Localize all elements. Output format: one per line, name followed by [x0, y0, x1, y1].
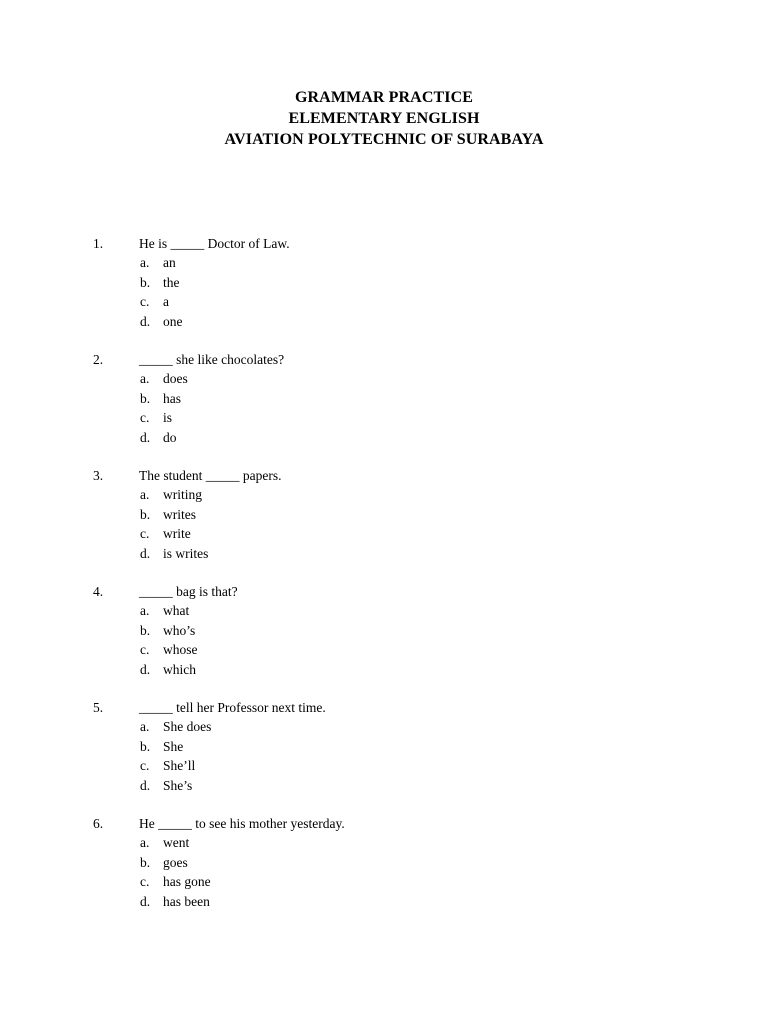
question-item: [0, 698, 768, 814]
option-letter: d.: [140, 661, 151, 677]
answer-option: [0, 544, 768, 563]
question-number: 1.: [93, 236, 104, 251]
answer-option: [0, 776, 768, 795]
title-line-1: GRAMMAR PRACTICE: [294, 89, 474, 106]
option-text: She does: [163, 719, 212, 735]
question-text: _____ she like chocolates?: [139, 352, 285, 367]
question-number: 2.: [93, 352, 104, 367]
answer-option: [0, 292, 768, 311]
question-item: [0, 234, 768, 350]
answer-option: [0, 524, 768, 543]
option-text: which: [163, 661, 196, 677]
option-text: the: [163, 274, 180, 290]
answer-option: [0, 408, 768, 427]
question-item: [0, 466, 768, 582]
question-row: [0, 698, 768, 717]
option-letter: d.: [140, 545, 151, 561]
option-letter: c.: [140, 526, 150, 542]
option-letter: b.: [140, 854, 151, 870]
question-number: 3.: [93, 468, 104, 483]
option-letter: d.: [140, 777, 151, 793]
title-line-2: ELEMENTARY ENGLISH: [288, 110, 480, 127]
option-text: one: [163, 313, 183, 329]
answer-option: [0, 756, 768, 775]
question-row: [0, 814, 768, 833]
answer-option: [0, 717, 768, 736]
document-header: [0, 87, 768, 150]
option-text: whose: [163, 642, 198, 658]
option-letter: d.: [140, 429, 151, 445]
option-letter: c.: [140, 410, 150, 426]
question-text: He is _____ Doctor of Law.: [139, 236, 290, 251]
option-letter: b.: [140, 622, 151, 638]
answer-option: [0, 369, 768, 388]
option-letter: a.: [140, 371, 150, 387]
answer-option: [0, 853, 768, 872]
option-text: what: [163, 603, 190, 619]
question-item: [0, 814, 768, 930]
question-text: _____ bag is that?: [139, 584, 238, 599]
option-text: is writes: [163, 545, 209, 561]
option-letter: c.: [140, 874, 150, 890]
answer-option: [0, 621, 768, 640]
answer-option: [0, 872, 768, 891]
answer-option: [0, 312, 768, 331]
question-text: The student _____ papers.: [139, 468, 282, 483]
option-letter: c.: [140, 642, 150, 658]
option-text: has been: [163, 893, 210, 909]
option-text: writes: [163, 506, 196, 522]
question-row: [0, 350, 768, 369]
option-letter: b.: [140, 274, 151, 290]
answer-option: [0, 601, 768, 620]
answer-option: [0, 428, 768, 447]
option-text: She’ll: [163, 758, 196, 774]
option-text: is: [163, 410, 173, 426]
answer-option: [0, 737, 768, 756]
question-number: 4.: [93, 584, 104, 599]
question-text: _____ tell her Professor next time.: [139, 700, 326, 715]
answer-option: [0, 273, 768, 292]
option-letter: d.: [140, 313, 151, 329]
question-item: [0, 350, 768, 466]
option-text: has gone: [163, 874, 211, 890]
option-text: do: [163, 429, 177, 445]
option-letter: c.: [140, 758, 150, 774]
option-letter: a.: [140, 719, 150, 735]
option-text: She: [163, 738, 184, 754]
answer-option: [0, 833, 768, 852]
option-text: who’s: [163, 622, 196, 638]
option-text: goes: [163, 854, 188, 870]
answer-option: [0, 485, 768, 504]
option-text: writing: [163, 487, 202, 503]
option-letter: d.: [140, 893, 151, 909]
answer-option: [0, 253, 768, 272]
option-text: write: [163, 526, 191, 542]
question-row: [0, 234, 768, 253]
option-letter: a.: [140, 603, 150, 619]
answer-option: [0, 892, 768, 911]
option-letter: a.: [140, 487, 150, 503]
option-text: went: [163, 835, 190, 851]
question-row: [0, 466, 768, 485]
question-number: 6.: [93, 816, 104, 831]
answer-option: [0, 660, 768, 679]
answer-option: [0, 389, 768, 408]
option-letter: b.: [140, 506, 151, 522]
question-number: 5.: [93, 700, 104, 715]
question-list: [0, 234, 768, 930]
option-letter: b.: [140, 738, 151, 754]
option-letter: a.: [140, 255, 150, 271]
question-text: He _____ to see his mother yesterday.: [139, 816, 345, 831]
option-text: has: [163, 390, 181, 406]
question-item: [0, 582, 768, 698]
question-row: [0, 582, 768, 601]
option-text: an: [163, 255, 176, 271]
option-letter: c.: [140, 294, 150, 310]
option-letter: a.: [140, 835, 150, 851]
option-text: does: [163, 371, 188, 387]
option-text: She’s: [163, 777, 193, 793]
title-line-3: AVIATION POLYTECHNIC OF SURABAYA: [224, 131, 544, 148]
answer-option: [0, 640, 768, 659]
option-letter: b.: [140, 390, 151, 406]
option-text: a: [163, 294, 169, 310]
answer-option: [0, 505, 768, 524]
